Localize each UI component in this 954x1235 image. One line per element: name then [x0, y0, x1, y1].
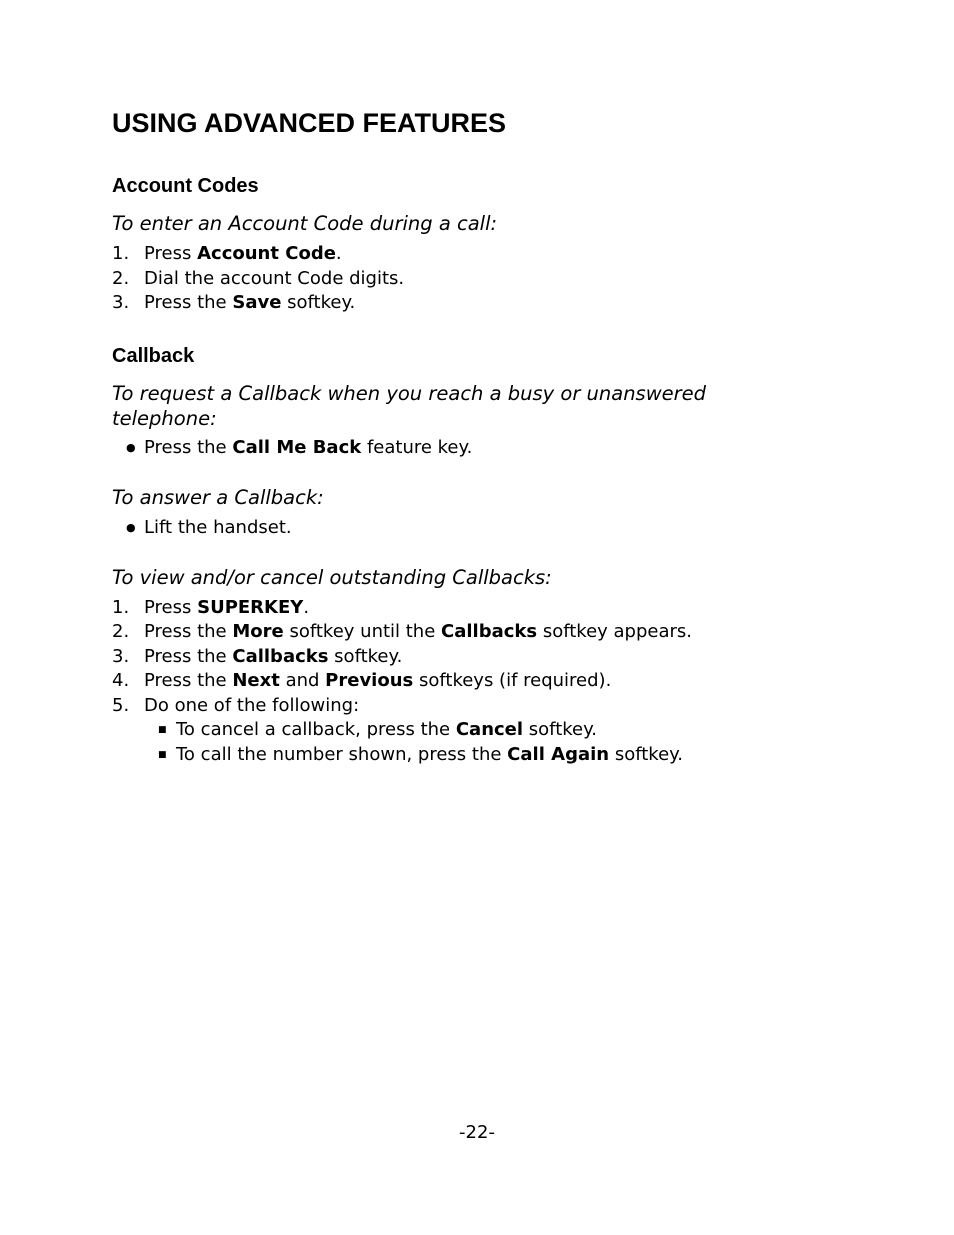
bullet-icon: ● [126, 521, 136, 534]
view-step-4: 4. Press the Next and Previous softkeys (if required). [112, 670, 612, 691]
account-step-1: 1. Press Account Code. [112, 243, 342, 264]
account-codes-heading: Account Codes [112, 175, 259, 197]
callback-answer-item: ● Lift the handset. [126, 517, 292, 538]
callback-answer-intro: To answer a Callback: [112, 486, 324, 509]
view-step-5: 5. Do one of the following: [112, 695, 360, 716]
page-number: -22- [459, 1122, 495, 1143]
view-step-3: 3. Press the Callbacks softkey. [112, 646, 403, 667]
sub-item-call-again: ■ To call the number shown, press the Call Again softkey. [158, 744, 683, 765]
callback-heading: Callback [112, 345, 195, 367]
page-title: USING ADVANCED FEATURES [112, 108, 507, 138]
callback-request-intro: To request a Callback when you reach a busy or unanswered telephone: [112, 382, 707, 430]
square-bullet-icon: ■ [158, 750, 167, 760]
bullet-icon: ● [126, 441, 136, 454]
view-step-2: 2. Press the More softkey until the Callbacks softkey appears. [112, 621, 693, 642]
sub-item-cancel: ■ To cancel a callback, press the Cancel softkey. [158, 719, 597, 740]
account-step-2: 2. Dial the account Code digits. [112, 268, 405, 289]
callback-view-intro: To view and/or cancel outstanding Callbacks: [112, 566, 552, 589]
account-step-3: 3. Press the Save softkey. [112, 292, 356, 313]
view-step-1: 1. Press SUPERKEY. [112, 597, 310, 618]
account-codes-intro: To enter an Account Code during a call: [112, 212, 498, 235]
callback-request-item: ● Press the Call Me Back feature key. [126, 437, 473, 458]
square-bullet-icon: ■ [158, 725, 167, 735]
